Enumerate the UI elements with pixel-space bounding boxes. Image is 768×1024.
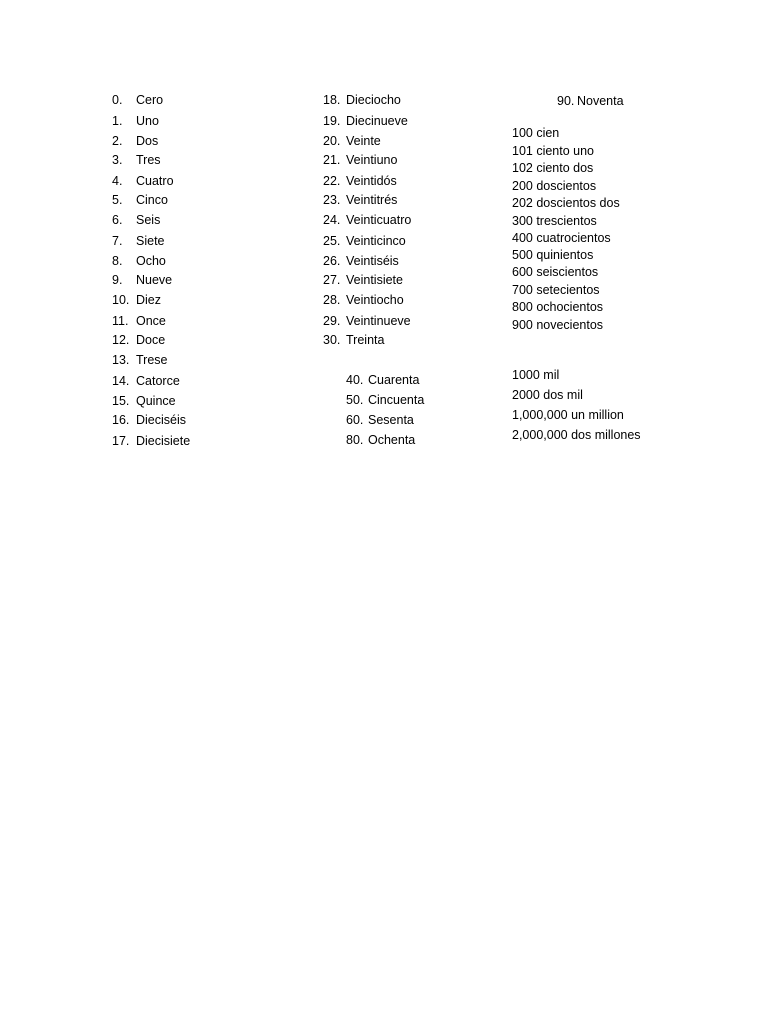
number-label: 25. [323,234,341,248]
number-label: 13. [112,353,130,367]
number-label: 23. [323,193,341,207]
number-label: 30. [323,333,341,347]
number-label: 8. [112,254,123,268]
number-word: Veinticuatro [346,213,412,227]
hundreds-row: 900 novecientos [512,318,604,332]
number-word: Tres [136,153,161,167]
number-word: Veinte [346,134,381,148]
number-word: Siete [136,234,165,248]
number-word: Once [136,314,166,328]
number-label: 5. [112,193,123,207]
number-word: Veintitrés [346,193,398,207]
thousands-row: 1000 mil [512,368,560,382]
number-word: Veintiocho [346,293,404,307]
number-label: 29. [323,314,341,328]
hundreds-row: 800 ochocientos [512,300,604,314]
number-label: 1. [112,114,123,128]
number-word: Diecinueve [346,114,408,128]
hundreds-row: 202 doscientos dos [512,196,620,210]
thousands-row: 1,000,000 un million [512,408,624,422]
number-word: Cuatro [136,174,174,188]
number-label: 28. [323,293,341,307]
number-word: Nueve [136,273,173,287]
number-word: Diecisiete [136,434,191,448]
thousands-row: 2000 dos mil [512,388,583,402]
hundreds-row: 200 doscientos [512,179,597,193]
number-label: 90. [557,94,575,108]
number-label: 26. [323,254,341,268]
number-word: Veintiséis [346,254,399,268]
number-label: 60. [346,413,364,427]
number-label: 4. [112,174,123,188]
number-word: Veintidós [346,174,397,188]
number-word: Dieciocho [346,93,401,107]
number-word: Veintiuno [346,153,398,167]
number-label: 19. [323,114,341,128]
number-word: Dos [136,134,159,148]
hundreds-row: 101 ciento uno [512,144,595,158]
number-label: 11. [112,314,129,328]
number-label: 0. [112,93,123,107]
number-label: 10. [112,293,130,307]
number-label: 18. [323,93,341,107]
number-label: 7. [112,234,123,248]
number-label: 21. [323,153,341,167]
number-word: Doce [136,333,166,347]
number-word: Uno [136,114,159,128]
number-word: Cuarenta [368,373,420,387]
number-label: 12. [112,333,130,347]
number-word: Seis [136,213,161,227]
number-label: 15. [112,394,130,408]
hundreds-row: 400 cuatrocientos [512,231,611,245]
number-label: 3. [112,153,123,167]
number-word: Trese [136,353,168,367]
number-label: 80. [346,433,364,447]
number-word: Cinco [136,193,168,207]
number-label: 20. [323,134,341,148]
number-word: Quince [136,394,176,408]
number-word: Ocho [136,254,166,268]
number-word: Treinta [346,333,385,347]
number-label: 27. [323,273,341,287]
number-label: 14. [112,374,130,388]
number-label: 40. [346,373,364,387]
hundreds-row: 102 ciento dos [512,161,594,175]
hundreds-row: 500 quinientos [512,248,594,262]
number-label: 2. [112,134,123,148]
number-label: 24. [323,213,341,227]
number-word: Cero [136,93,164,107]
number-word: Veintisiete [346,273,403,287]
number-label: 22. [323,174,341,188]
number-word: Diez [136,293,162,307]
number-label: 16. [112,413,130,427]
number-label: 50. [346,393,364,407]
hundreds-row: 600 seiscientos [512,265,599,279]
number-word: Veinticinco [346,234,406,248]
number-word: Noventa [577,94,624,108]
thousands-row: 2,000,000 dos millones [512,428,641,442]
number-word: Catorce [136,374,180,388]
hundreds-row: 300 trescientos [512,214,597,228]
number-word: Veintinueve [346,314,411,328]
number-label: 6. [112,213,123,227]
hundreds-row: 700 setecientos [512,283,600,297]
number-word: Dieciséis [136,413,187,427]
number-label: 9. [112,273,123,287]
number-label: 17. [112,434,130,448]
number-word: Sesenta [368,413,414,427]
hundreds-row: 100 cien [512,126,560,140]
number-word: Ochenta [368,433,416,447]
number-word: Cincuenta [368,393,425,407]
